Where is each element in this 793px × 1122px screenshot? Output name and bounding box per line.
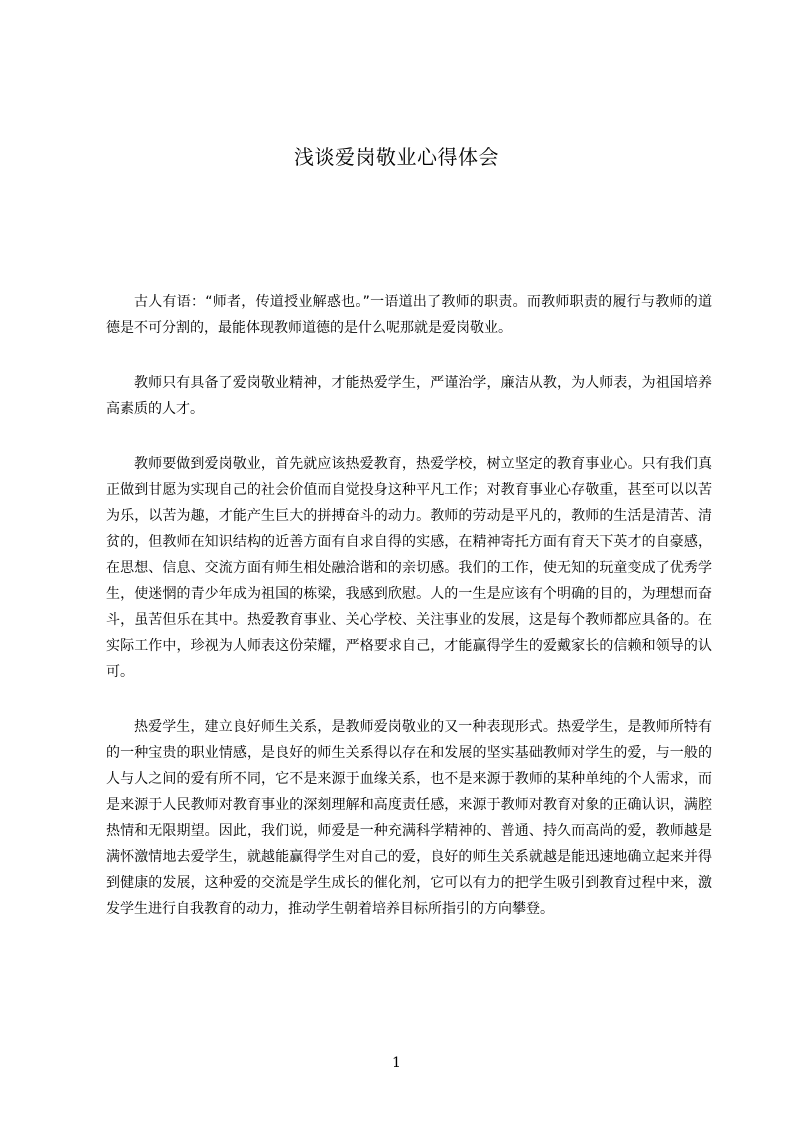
paragraph-2: 教师只有具备了爱岗敬业精神，才能热爱学生，严谨治学，廉洁从教，为人师表，为祖国培养高素质的人才。 bbox=[106, 375, 712, 417]
document-title: 浅谈爱岗敬业心得体会 bbox=[294, 145, 499, 169]
paragraph-3: 教师要做到爱岗敬业，首先就应该热爱教育，热爱学校，树立坚定的教育事业心。只有我们真正做到甘愿为实现自己的社会价值而自觉投身这种平凡工作；对教育事业心存敬重，甚至可以以苦为乐，以苦为趣，才能产生巨大的拼搏奋斗的动力。教师的劳动是平凡的，教师的生活是清苦、清贫的，但教师在知识结构的近善方面有自求自得的实感，在精神寄托方面有育天下英才的自豪感，在思想、信息、交流方面有师生相处融洽谐和的亲切感。我们的工作，使无知的玩童变成了优秀学生，使迷惘的青少年成为祖国的栋梁，我感到欣慰。人的一生是应该有个明确的目的，为理想而奋斗，虽苦但乐在其中。热爱教育事业、关心学校、关注事业的发展，这是每个教师都应具备的。在实际工作中，珍视为人师表这份荣耀，严格要求自己，才能赢得学生的爱戴家长的信赖和领导的认可。 bbox=[106, 456, 712, 680]
page-number: 1 bbox=[392, 1055, 401, 1071]
paragraph-4: 热爱学生，建立良好师生关系，是教师爱岗敬业的又一种表现形式。热爱学生，是教师所特有的一种宝贵的职业情感，是良好的师生关系得以存在和发展的坚实基础教师对学生的爱，与一般的人与人之间的爱有所不同，它不是来源于血缘关系，也不是来源于教师的某种单纯的个人需求，而是来源于人民教师对教育事业的深刻理解和高度责任感，来源于教师对教育对象的正确认识，满腔热情和无限期望。因此，我们说，师爱是一种充满科学精神的、普通、持久而高尚的爱，教师越是满怀激情地去爱学生，就越能赢得学生对自己的爱，良好的师生关系就越是能迅速地确立起来并得到健康的发展，这种爱的交流是学生成长的催化剂，它可以有力的把学生吸引到教育过程中来，激发学生进行自我教育的动力，推动学生朝着培养目标所指引的方向攀登。 bbox=[106, 719, 712, 917]
paragraph-1: 古人有语：“师者，传道授业解惑也。”一语道出了教师的职责。而教师职责的履行与教师的道德是不可分割的，最能体现教师道德的是什么呢那就是爱岗敬业。 bbox=[106, 294, 712, 336]
document-body bbox=[106, 289, 712, 951]
